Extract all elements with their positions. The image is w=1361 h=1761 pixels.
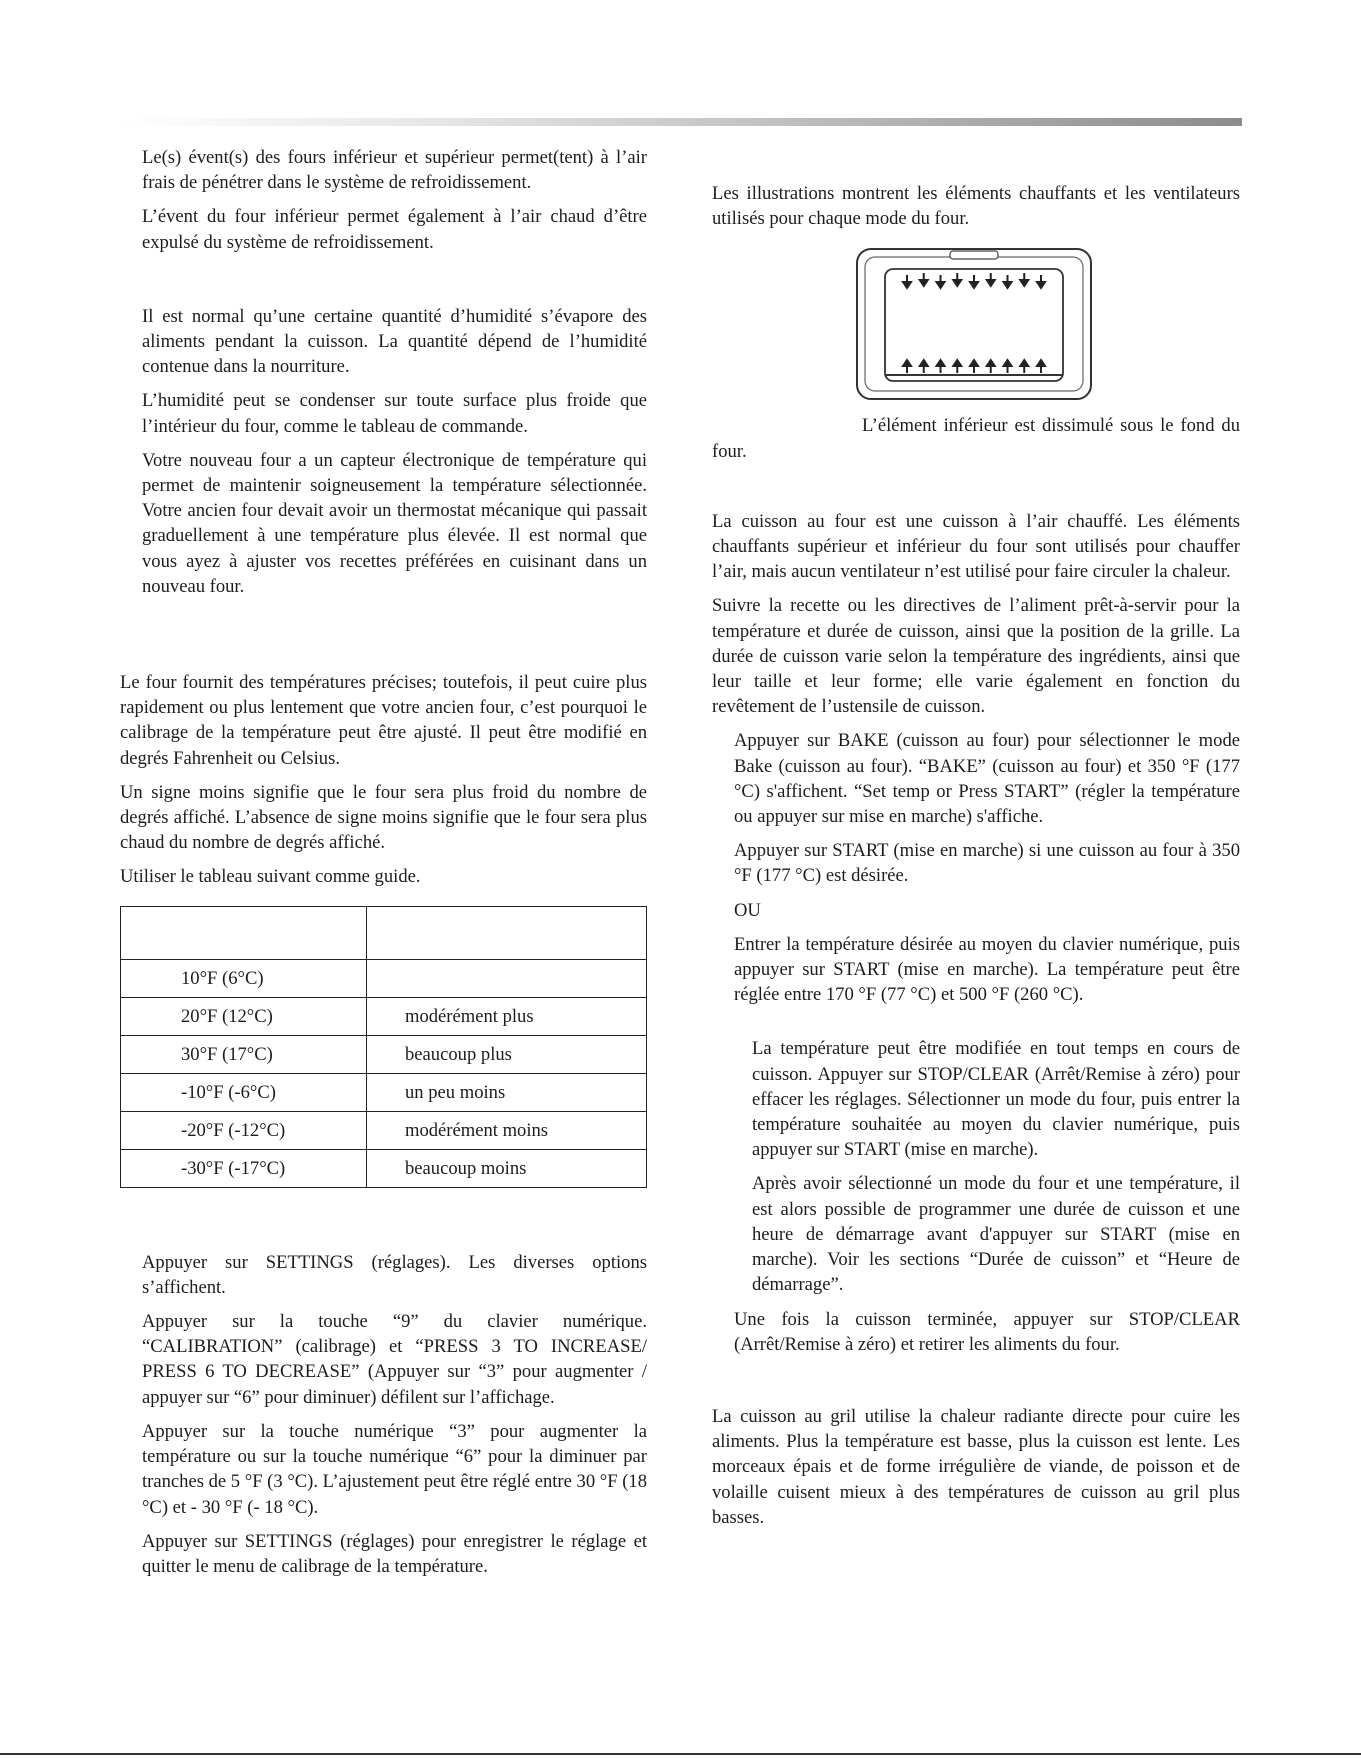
footer-rule — [0, 1753, 1361, 1755]
table-cell-effect: modérément moins — [367, 1111, 647, 1149]
table-cell-adjustment: -30°F (-17°C) — [121, 1149, 367, 1187]
table-cell-adjustment: 10°F (6°C) — [121, 959, 367, 997]
heat-arrow-down-icon — [1004, 275, 1012, 288]
bake-step-2b: Entrer la température désirée au moyen du clavier numérique, puis appuyer sur START (mise en marche). La température peut être réglée entre 170 °F (77 °C) et 500 °F (260 °C). — [734, 933, 1240, 1006]
vents-paragraph-1: Le(s) évent(s) des fours inférieur et supérieur permet(tent) à l’air frais de pénétrer dans le système de refroidissement. — [142, 147, 647, 194]
figure-caption: L’élément inférieur est dissimulé sous le fond du four. — [712, 415, 1240, 462]
table-cell-effect: beaucoup moins — [367, 1149, 647, 1187]
right-column — [712, 145, 1240, 1539]
table-row — [121, 959, 647, 997]
bottom-heat-arrows — [903, 360, 1045, 373]
bake-paragraph-2: Suivre la recette ou les directives de l’aliment prêt-à-servir pour la température et durée de cuisson, ainsi que la position de la grille. La durée de cuisson varie selon la température des ingrédients, ainsi que leur taille et leur forme; elle varie également en fonction du revêtement de l’ustensile de cuisson. — [712, 595, 1240, 718]
table-row — [121, 1073, 647, 1111]
bake-note-1: La température peut être modifiée en tout temps en cours de cuisson. Appuyer sur STOP/CLEAR (Arrêt/Remise à zéro) pour effacer les réglages. Sélectionner un mode du four, puis entrer la température souhaitée au moyen du clavier numérique, puis appuyer sur START (mise en marche). — [752, 1038, 1240, 1161]
bake-note-2: Après avoir sélectionné un mode du four et une température, il est alors possible de programmer une durée de cuisson et une heure de démarrage avant d'appuyer sur START (mise en marche). Voir les sections “Durée de cuisson” et “Heure de démarrage”. — [752, 1173, 1240, 1296]
top-heat-arrows — [903, 273, 1045, 288]
heat-arrow-up-icon — [953, 360, 961, 373]
table-header-row — [121, 906, 647, 959]
calibration-table — [120, 906, 647, 1188]
heat-arrow-up-icon — [1037, 360, 1045, 373]
bake-step-1: Appuyer sur BAKE (cuisson au four) pour sélectionner le mode Bake (cuisson au four). “BAKE” (cuisson au four) et 350 °F (177 °C) s'affichent. “Set temp or Press START” (régler la température ou appuyer sur mise en marche) s'affiche. — [734, 730, 1240, 828]
oven-illustration — [855, 245, 1240, 405]
heat-arrow-down-icon — [1037, 275, 1045, 288]
table-cell-adjustment: -20°F (-12°C) — [121, 1111, 367, 1149]
table-cell-adjustment: 20°F (12°C) — [121, 997, 367, 1035]
header-rule — [120, 118, 1242, 126]
calibration-paragraph-3: Utiliser le tableau suivant comme guide. — [120, 866, 421, 888]
heat-arrow-up-icon — [920, 360, 928, 373]
table-cell-adjustment: -10°F (-6°C) — [121, 1073, 367, 1111]
oven-cavity-icon — [855, 245, 1095, 405]
table-header-cell — [367, 906, 647, 959]
heat-arrow-down-icon — [903, 275, 911, 288]
heat-arrow-down-icon — [970, 275, 978, 288]
humidity-paragraph-1: Il est normal qu’une certaine quantité d’humidité s’évapore des aliments pendant la cuisson. La quantité dépend de l’humidité contenue dans la nourriture. — [142, 305, 647, 378]
humidity-paragraph-2: L’humidité peut se condenser sur toute surface plus froide que l’intérieur du four, comme le tableau de commande. — [142, 390, 647, 437]
bake-step-2: Appuyer sur START (mise en marche) si une cuisson au four à 350 °F (177 °C) est désirée. — [734, 840, 1240, 887]
table-row — [121, 1111, 647, 1149]
heat-arrow-up-icon — [970, 360, 978, 373]
table-header-cell — [121, 906, 367, 959]
table-row — [121, 997, 647, 1035]
heat-arrow-down-icon — [953, 273, 961, 286]
vents-paragraph-2: L’évent du four inférieur permet également à l’air chaud d’être expulsé du système de refroidissement. — [142, 206, 647, 253]
left-column — [120, 145, 647, 1588]
heat-arrow-up-icon — [1020, 360, 1028, 373]
table-row — [121, 1149, 647, 1187]
heat-arrow-down-icon — [920, 273, 928, 286]
calibration-step-4: Appuyer sur SETTINGS (réglages) pour enregistrer le réglage et quitter le menu de calibrage de la température. — [142, 1530, 647, 1577]
table-cell-effect — [367, 959, 647, 997]
table-cell-effect: modérément plus — [367, 997, 647, 1035]
sensor-paragraph: Votre nouveau four a un capteur électronique de température qui permet de maintenir soigneusement la température sélectionnée. Votre ancien four devait avoir un thermostat mécanique qui passait graduellement à une température plus élevée. Il est normal que vous ayez à ajuster vos recettes préférées en cuisinant dans un nouveau four. — [142, 449, 647, 597]
calibration-step-3: Appuyer sur la touche numérique “3” pour augmenter la température ou sur la touche numérique “6” pour la diminuer par tranches de 5 °F (3 °C). L’ajustement peut être réglé entre 30 °F (18 °C) et - 30 °F (- 18 °C). — [142, 1420, 647, 1518]
table-cell-effect: un peu moins — [367, 1073, 647, 1111]
bake-paragraph-1: La cuisson au four est une cuisson à l’air chauffé. Les éléments chauffants supérieur et inférieur du four sont utilisés pour chauffer l’air, mais aucun ventilateur n’est utilisé pour faire circuler la chaleur. — [712, 510, 1240, 583]
bake-step-3: Une fois la cuisson terminée, appuyer sur STOP/CLEAR (Arrêt/Remise à zéro) et retirer les aliments du four. — [734, 1308, 1240, 1355]
broil-paragraph: La cuisson au gril utilise la chaleur radiante directe pour cuire les aliments. Plus la température est basse, plus la cuisson est lente. Les morceaux épais et de forme irrégulière de viande, de poisson et de volaille cuisent mieux à des températures de cuisson au gril plus basses. — [712, 1405, 1240, 1528]
calibration-step-1: Appuyer sur SETTINGS (réglages). Les diverses options s’affichent. — [142, 1251, 647, 1298]
calibration-step-2: Appuyer sur la touche “9” du clavier numérique. “CALIBRATION” (calibrage) et “PRESS 3 TO INCREASE/ PRESS 6 TO DECREASE” (Appuyer sur “3” pour augmenter / appuyer sur “6” pour diminuer) défilent sur l’affichage. — [142, 1311, 647, 1408]
heat-arrow-up-icon — [903, 360, 911, 373]
heat-arrow-up-icon — [987, 360, 995, 373]
heat-arrow-up-icon — [937, 360, 945, 373]
calibration-paragraph-2: Un signe moins signifie que le four sera plus froid du nombre de degrés affiché. L’absence de signe moins signifie que le four sera plus chaud du nombre de degrés affiché. — [120, 781, 647, 854]
heat-arrow-down-icon — [987, 273, 995, 286]
heat-arrow-down-icon — [1020, 273, 1028, 286]
table-row — [121, 1035, 647, 1073]
table-cell-effect: beaucoup plus — [367, 1035, 647, 1073]
modes-intro: Les illustrations montrent les éléments chauffants et les ventilateurs utilisés pour chaque mode du four. — [712, 183, 1240, 230]
calibration-paragraph-1: Le four fournit des températures précises; toutefois, il peut cuire plus rapidement ou plus lentement que votre ancien four, c’est pourquoi le calibrage de la température peut être ajusté. Il peut être modifié en degrés Fahrenheit ou Celsius. — [120, 672, 647, 769]
bake-or-label: OU — [734, 899, 761, 921]
table-cell-adjustment: 30°F (17°C) — [121, 1035, 367, 1073]
heat-arrow-up-icon — [1004, 360, 1012, 373]
heat-arrow-down-icon — [937, 275, 945, 288]
